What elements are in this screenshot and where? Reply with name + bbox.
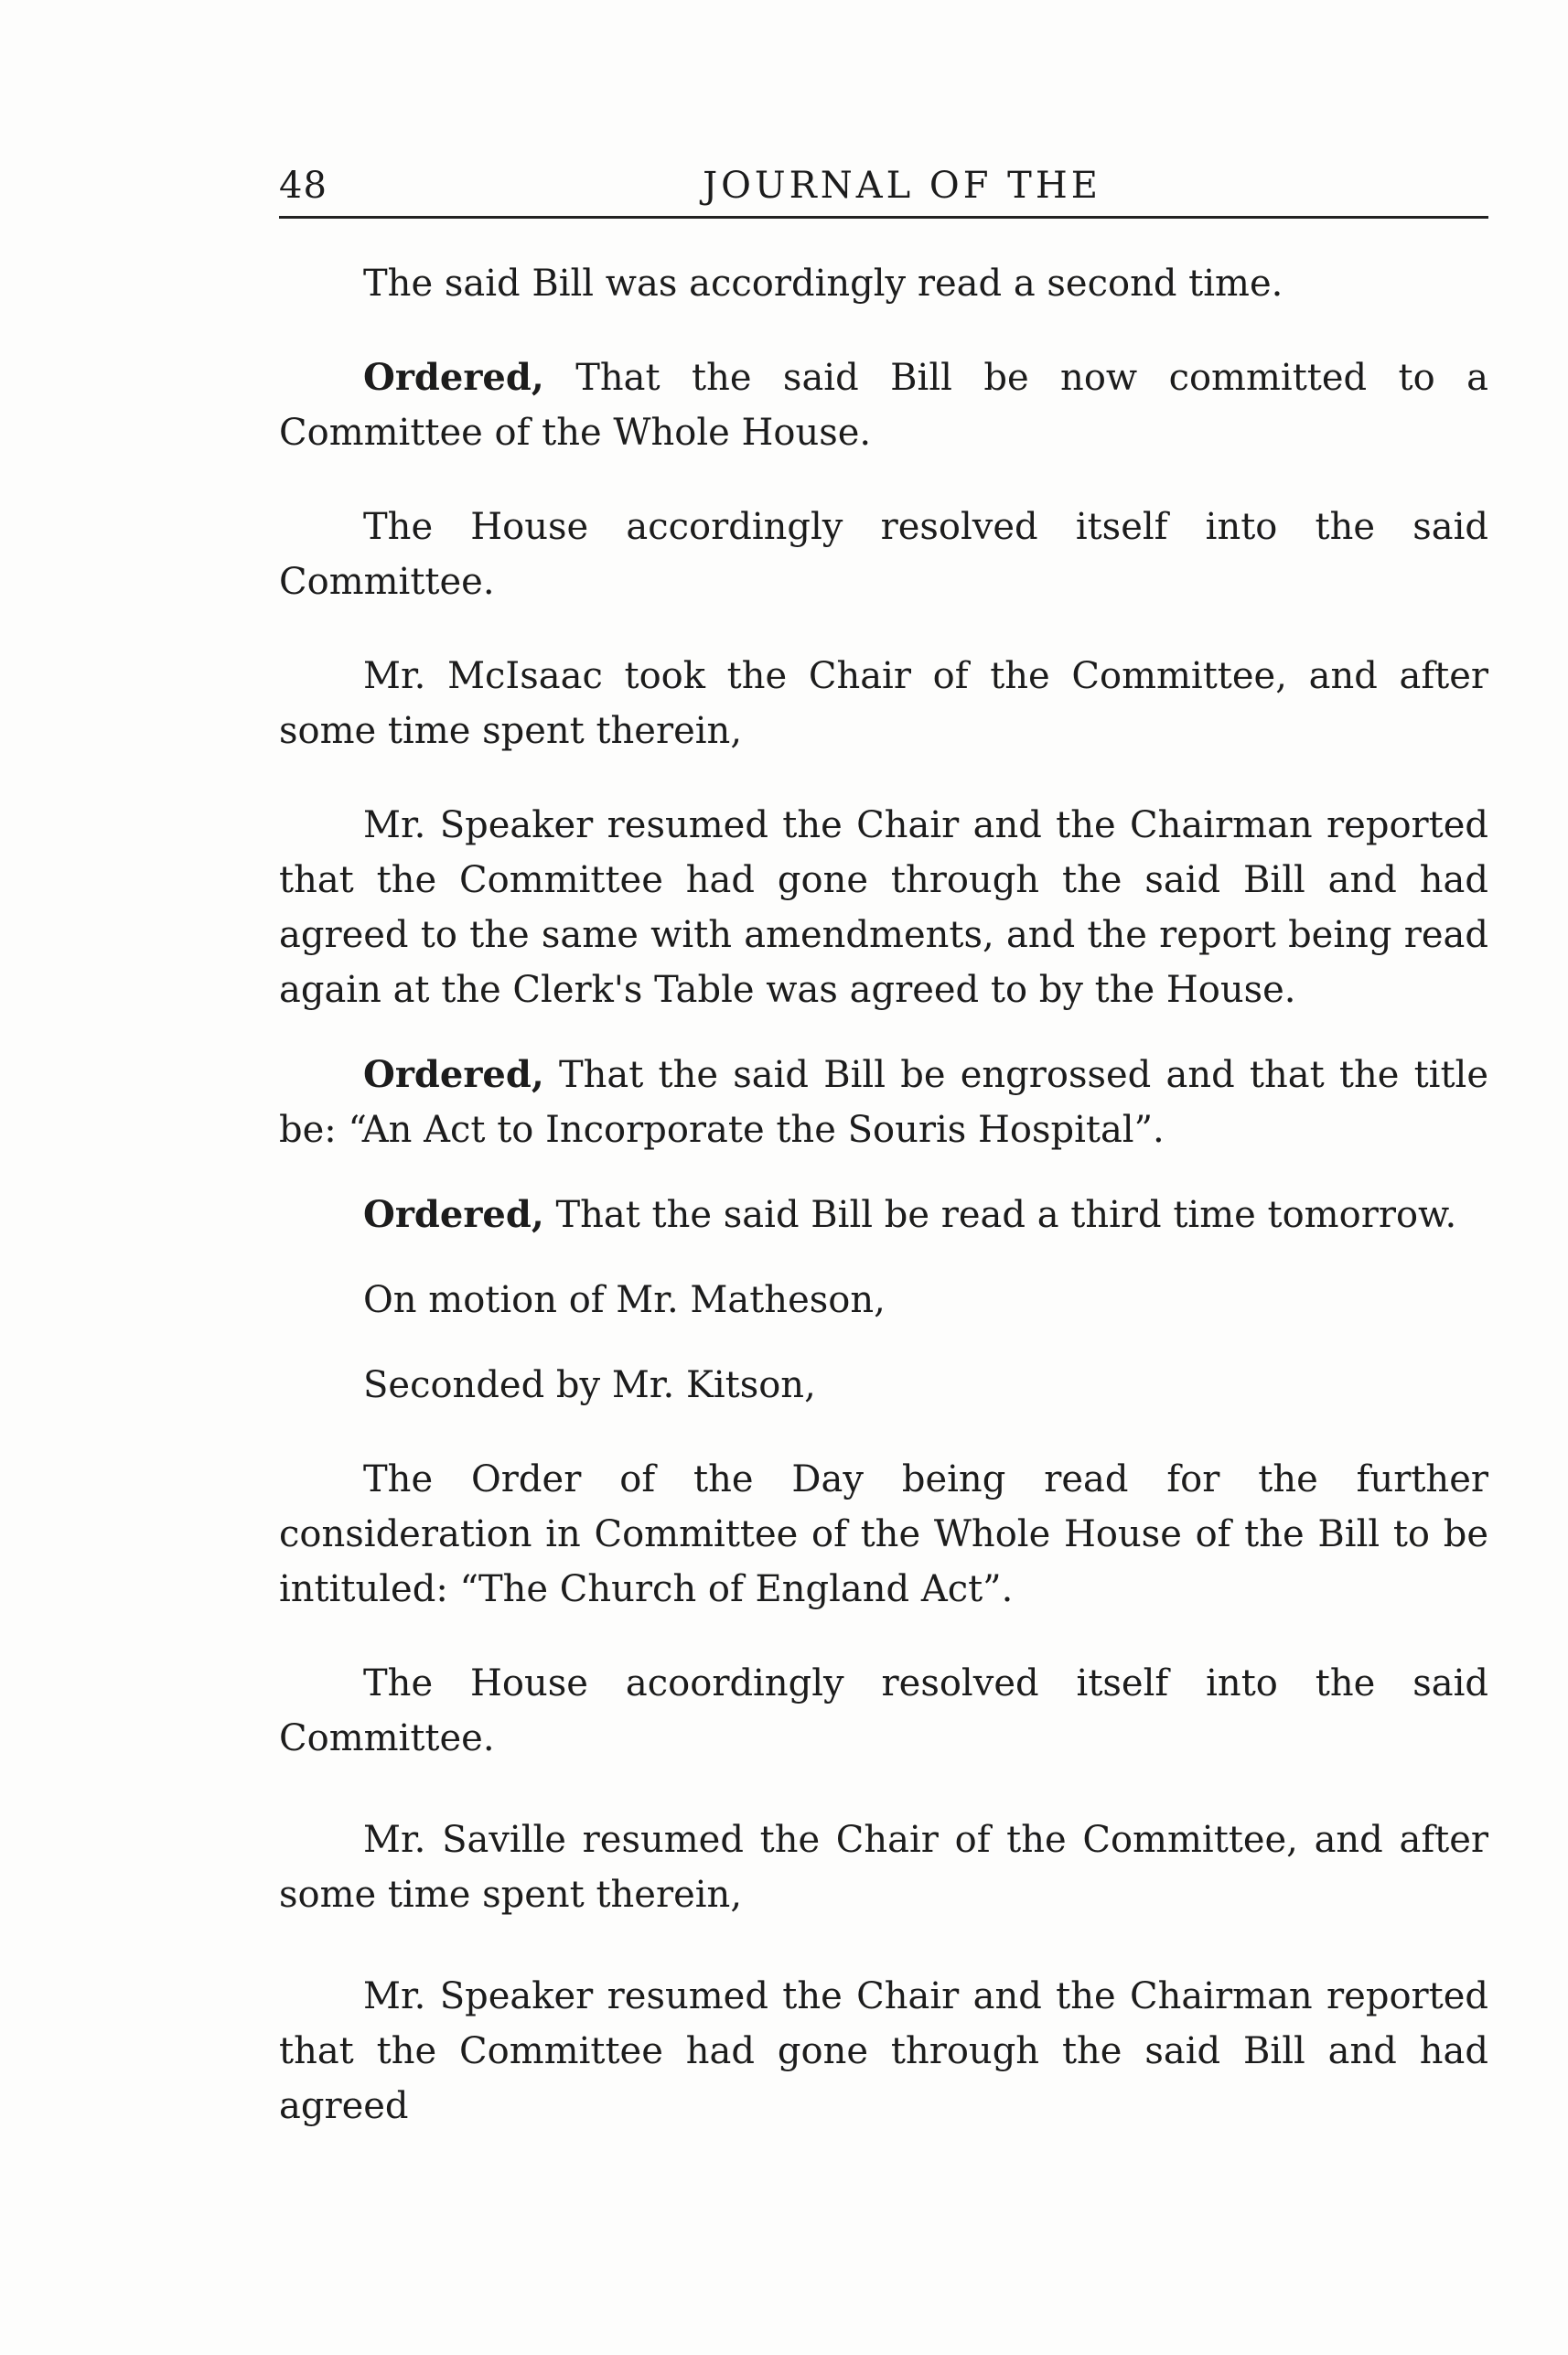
paragraph-saville-chair <box>279 1812 1488 1922</box>
paragraph-text: The House accordingly resolved itself into the said Committee. <box>279 506 1488 603</box>
journal-body <box>279 256 1488 2134</box>
paragraph-ordered-third-reading <box>279 1188 1488 1242</box>
paragraph-text: That the said Bill be engrossed and that the title be: “An Act to Incorporate the Souris Hospital”. <box>279 1054 1488 1151</box>
paragraph-text: The Order of the Day being read for the further consideration in Committee of the Whole House of the Bill to be intituled: “The Church of England Act”. <box>279 1458 1488 1610</box>
ordered-lead: Ordered, <box>363 1193 544 1236</box>
paragraph-order-of-day <box>279 1452 1488 1617</box>
page-header <box>279 157 1488 219</box>
paragraph-speaker-resumed-2 <box>279 1969 1488 2134</box>
paragraph-text: That the said Bill be now committed to a Committee of the Whole House. <box>279 357 1488 454</box>
paragraph-text: The said Bill was accordingly read a second time. <box>363 263 1283 305</box>
paragraph-house-resolved <box>279 500 1488 609</box>
ordered-lead: Ordered, <box>363 1053 544 1096</box>
paragraph-text: Seconded by Mr. Kitson, <box>363 1364 816 1406</box>
paragraph-text: Mr. Speaker resumed the Chair and the Chairman reported that the Committee had gone through the said Bill and had agreed to the same with amendments, and the report being read again at the Clerk's Table was agreed to by the House. <box>279 804 1488 1011</box>
paragraph-text: On motion of Mr. Matheson, <box>363 1279 886 1321</box>
paragraph-house-resolved-2 <box>279 1656 1488 1766</box>
paragraph-chair-taken <box>279 649 1488 758</box>
ordered-lead: Ordered, <box>363 356 544 399</box>
paragraph-text: Mr. McIsaac took the Chair of the Committee, and after some time spent therein, <box>279 655 1488 752</box>
paragraph-ordered-engrossed <box>279 1048 1488 1157</box>
paragraph-seconded <box>279 1358 1488 1413</box>
paragraph-speaker-resumed <box>279 798 1488 1017</box>
paragraph-second-reading <box>279 256 1488 311</box>
page-number: 48 <box>279 165 328 207</box>
paragraph-text: That the said Bill be read a third time tomorrow. <box>543 1194 1457 1236</box>
running-head: JOURNAL OF THE <box>703 165 1101 207</box>
paragraph-text: The House acoordingly resolved itself into the said Committee. <box>279 1662 1488 1759</box>
paragraph-text: Mr. Speaker resumed the Chair and the Chairman reported that the Committee had gone through the said Bill and had agreed <box>279 1975 1488 2127</box>
paragraph-motion <box>279 1273 1488 1328</box>
paragraph-ordered-committed <box>279 350 1488 460</box>
paragraph-text: Mr. Saville resumed the Chair of the Committee, and after some time spent therein, <box>279 1819 1488 1916</box>
